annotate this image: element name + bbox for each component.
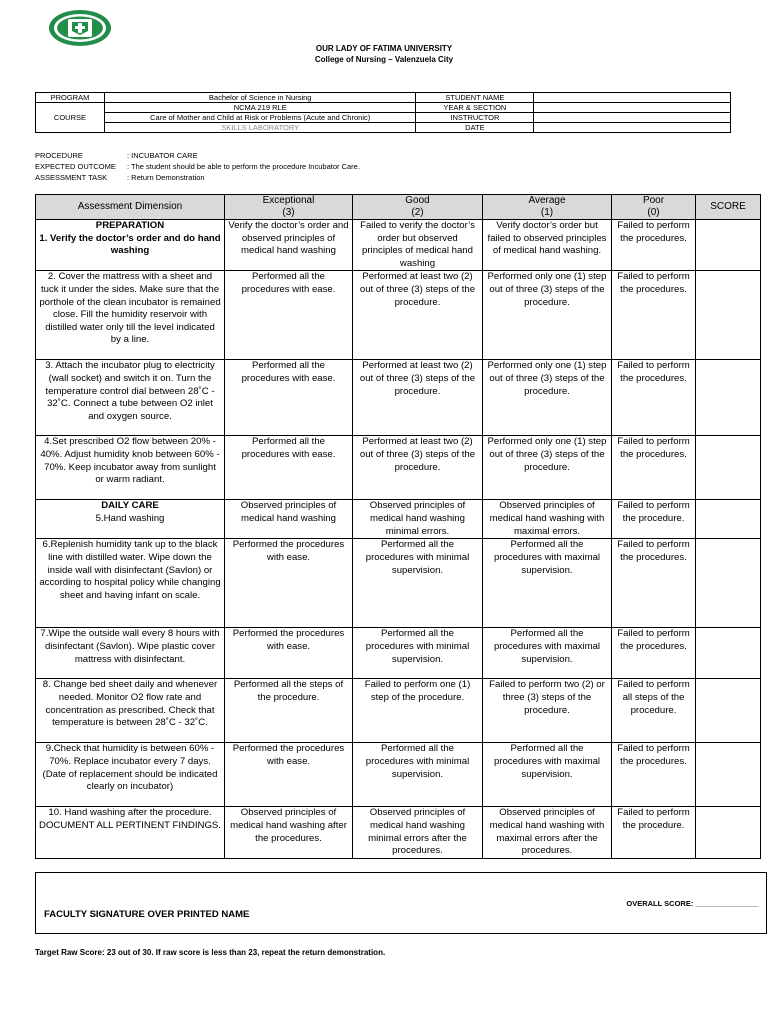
average-cell: Performed only one (1) step out of three (3) steps of the procedure. xyxy=(483,360,612,436)
rubric-table xyxy=(35,194,761,859)
score-cell[interactable] xyxy=(696,500,761,539)
poor-cell: Failed to perform the procedure. xyxy=(612,807,696,858)
poor-cell: Failed to perform the procedures. xyxy=(612,436,696,500)
table-row xyxy=(36,271,761,360)
course-label: COURSE xyxy=(36,103,105,133)
task-label: ASSESSMENT TASK xyxy=(35,173,108,182)
exceptional-cell: Verify the doctor’s order and observed principles of medical hand washing xyxy=(225,220,353,271)
poor-cell: Failed to perform the procedures. xyxy=(612,271,696,360)
task-value: : Return Demonstration xyxy=(127,173,205,182)
procedure-label: PROCEDURE xyxy=(35,151,83,160)
good-cell: Observed principles of medical hand washing minimal errors after the procedures. xyxy=(353,807,483,858)
score-cell[interactable] xyxy=(696,220,761,271)
table-row xyxy=(36,743,761,807)
poor-cell: Failed to perform the procedures. xyxy=(612,360,696,436)
dimension-cell: 4.Set prescribed O2 flow between 20% - 40%. Adjust humidity knob between 60% - 70%. Keep incubator away from sunlight or warm radiant. xyxy=(36,436,225,500)
table-row xyxy=(36,500,761,539)
exceptional-cell: Performed all the procedures with ease. xyxy=(225,271,353,360)
poor-cell: Failed to perform the procedures. xyxy=(612,743,696,807)
table-row xyxy=(36,220,761,271)
faculty-signature-label: FACULTY SIGNATURE OVER PRINTED NAME xyxy=(44,909,250,920)
good-cell: Observed principles of medical hand washing minimal errors. xyxy=(353,500,483,539)
good-cell: Failed to perform one (1) step of the procedure. xyxy=(353,679,483,743)
target-score-note: Target Raw Score: 23 out of 30. If raw score is less than 23, repeat the return demonstration. xyxy=(35,948,386,957)
instructor-field[interactable] xyxy=(534,113,731,123)
header-average: Average (1) xyxy=(483,195,612,220)
year-section-label: YEAR & SECTION xyxy=(416,103,534,113)
exceptional-cell: Performed all the procedures with ease. xyxy=(225,360,353,436)
average-cell: Performed all the procedures with maximal supervision. xyxy=(483,539,612,628)
table-row xyxy=(36,539,761,628)
average-cell: Performed only one (1) step out of three (3) steps of the procedure. xyxy=(483,436,612,500)
header-dimension: Assessment Dimension xyxy=(36,195,225,220)
outcome-value: : The student should be able to perform the procedure Incubator Care. xyxy=(127,162,360,171)
good-cell: Performed at least two (2) out of three (3) steps of the procedure. xyxy=(353,271,483,360)
score-cell[interactable] xyxy=(696,743,761,807)
instructor-label: INSTRUCTOR xyxy=(416,113,534,123)
average-cell: Observed principles of medical hand washing with maximal errors. xyxy=(483,500,612,539)
dimension-cell: 10. Hand washing after the procedure. DOCUMENT ALL PERTINENT FINDINGS. xyxy=(36,807,225,858)
poor-cell: Failed to perform the procedures. xyxy=(612,539,696,628)
header-good: Good (2) xyxy=(353,195,483,220)
course-info-table xyxy=(35,92,731,133)
university-name: OUR LADY OF FATIMA UNIVERSITY xyxy=(315,44,453,53)
dimension-cell: PREPARATION 1. Verify the doctor’s order and do hand washing xyxy=(36,220,225,271)
score-cell[interactable] xyxy=(696,436,761,500)
dimension-cell: DAILY CARE 5.Hand washing xyxy=(36,500,225,539)
score-cell[interactable] xyxy=(696,539,761,628)
signature-box xyxy=(35,872,767,934)
average-cell: Failed to perform two (2) or three (3) steps of the procedure. xyxy=(483,679,612,743)
procedure-details xyxy=(35,150,360,183)
poor-cell: Failed to perform the procedure. xyxy=(612,500,696,539)
university-seal-logo xyxy=(48,8,112,48)
exceptional-cell: Performed the procedures with ease. xyxy=(225,628,353,679)
table-row xyxy=(36,628,761,679)
college-name: College of Nursing – Valenzuela City xyxy=(314,55,454,64)
year-section-field[interactable] xyxy=(534,103,731,113)
program-value: Bachelor of Science in Nursing xyxy=(104,93,416,103)
poor-cell: Failed to perform the procedures. xyxy=(612,220,696,271)
good-cell: Performed all the procedures with minimal supervision. xyxy=(353,628,483,679)
header-exceptional: Exceptional (3) xyxy=(225,195,353,220)
exceptional-cell: Performed the procedures with ease. xyxy=(225,539,353,628)
student-name-label: STUDENT NAME xyxy=(416,93,534,103)
good-cell: Performed all the procedures with minimal supervision. xyxy=(353,743,483,807)
table-row xyxy=(36,436,761,500)
outcome-label: EXPECTED OUTCOME xyxy=(35,162,116,171)
procedure-value: : INCUBATOR CARE xyxy=(127,151,198,160)
score-cell[interactable] xyxy=(696,628,761,679)
score-cell[interactable] xyxy=(696,807,761,858)
average-cell: Verify doctor’s order but failed to observed principles of medical hand washing. xyxy=(483,220,612,271)
table-row xyxy=(36,360,761,436)
table-row xyxy=(36,807,761,858)
date-field[interactable] xyxy=(534,123,731,133)
good-cell: Performed at least two (2) out of three (3) steps of the procedure. xyxy=(353,360,483,436)
exceptional-cell: Performed all the steps of the procedure. xyxy=(225,679,353,743)
average-cell: Observed principles of medical hand washing with maximal errors after the procedures. xyxy=(483,807,612,858)
exceptional-cell: Observed principles of medical hand washing xyxy=(225,500,353,539)
course-title: Care of Mother and Child at Risk or Problems (Acute and Chronic) xyxy=(104,113,416,123)
dimension-cell: 6.Replenish humidity tank up to the black line with distilled water. Wipe down the inside wall with disinfectant (Savlon) or according to hospital policy while changing sheet and having infant on scale. xyxy=(36,539,225,628)
table-row xyxy=(36,679,761,743)
dimension-cell: 2. Cover the mattress with a sheet and tuck it under the sides. Make sure that the porthole of the clean incubator is remained close. Fill the humidity reservoir with distilled water only till the level indicated by a line. xyxy=(36,271,225,360)
average-cell: Performed all the procedures with maximal supervision. xyxy=(483,628,612,679)
student-name-field[interactable] xyxy=(534,93,731,103)
header-poor: Poor (0) xyxy=(612,195,696,220)
poor-cell: Failed to perform the procedures. xyxy=(612,628,696,679)
score-cell[interactable] xyxy=(696,360,761,436)
dimension-cell: 7.Wipe the outside wall every 8 hours with disinfectant (Savlon). Wipe plastic cover mattress with disinfectant. xyxy=(36,628,225,679)
average-cell: Performed only one (1) step out of three (3) steps of the procedure. xyxy=(483,271,612,360)
program-label: PROGRAM xyxy=(36,93,105,103)
average-cell: Performed all the procedures with maximal supervision. xyxy=(483,743,612,807)
poor-cell: Failed to perform all steps of the procedure. xyxy=(612,679,696,743)
overall-score[interactable]: OVERALL SCORE: _______________ xyxy=(626,899,758,908)
score-cell[interactable] xyxy=(696,679,761,743)
header-score: SCORE xyxy=(696,195,761,220)
dimension-cell: 3. Attach the incubator plug to electricity (wall socket) and switch it on. Turn the temperature control dial between 28˚C - 32˚C. Connect a tube between O2 inlet and oxygen source. xyxy=(36,360,225,436)
date-label: DATE xyxy=(416,123,534,133)
good-cell: Failed to verify the doctor’s order but observed principles of medical hand washing xyxy=(353,220,483,271)
good-cell: Performed at least two (2) out of three (3) steps of the procedure. xyxy=(353,436,483,500)
exceptional-cell: Performed all the procedures with ease. xyxy=(225,436,353,500)
course-code: NCMA 219 RLE xyxy=(104,103,416,113)
dimension-cell: 9.Check that humidity is between 60% - 70%. Replace incubator every 7 days. (Date of replacement should be indicated clearly on incubator) xyxy=(36,743,225,807)
dimension-cell: 8. Change bed sheet daily and whenever needed. Monitor O2 flow rate and concentration as prescribed. Check that temperature is between 28˚C - 32˚C. xyxy=(36,679,225,743)
good-cell: Performed all the procedures with minimal supervision. xyxy=(353,539,483,628)
score-cell[interactable] xyxy=(696,271,761,360)
course-lab: SKILLS LABORATORY xyxy=(104,123,416,133)
exceptional-cell: Observed principles of medical hand washing after the procedures. xyxy=(225,807,353,858)
exceptional-cell: Performed the procedures with ease. xyxy=(225,743,353,807)
